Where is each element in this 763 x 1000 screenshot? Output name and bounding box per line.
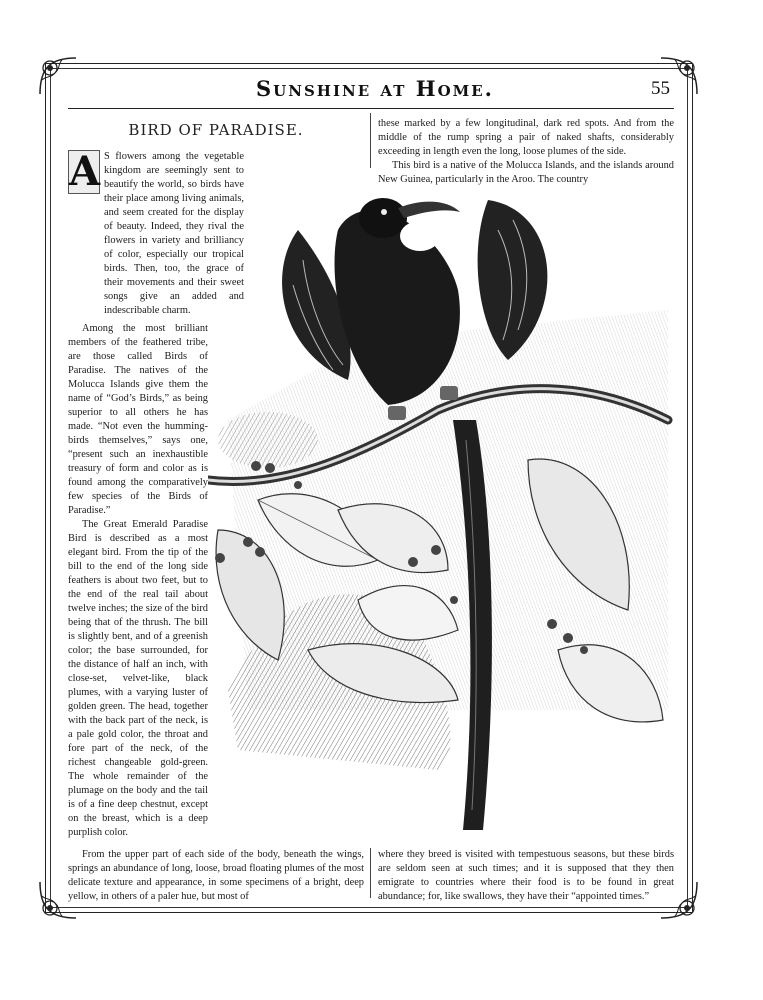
paragraph-4: these marked by a few longitudinal, dark red spots. And from the middle of the rump spring a pair of naked shafts, considerably exceeding in length even the long, loose plumes of the side. [378, 118, 674, 157]
column-divider-top [370, 113, 371, 168]
running-title: Sunshine at Home. [256, 76, 494, 101]
page-header [70, 76, 680, 104]
left-column-bottom [68, 848, 364, 904]
bird-of-paradise-illustration [208, 190, 678, 840]
paragraph-7: where they breed is visited with tempestuous seasons, but these birds are seldom seen at such times; and it is supposed that they then emigrate to countries where their food is to be found in great abundance; for, like swallows, they have their “appointed times.” [378, 849, 674, 902]
drop-cap-letter: A [69, 148, 101, 195]
paragraph-6: From the upper part of each side of the body, beneath the wings, springs an abundance of long, loose, broad floating plumes of the most delicate texture and appearance, in some specimens of a bright, deep yellow, in others of a paler hue, but most of [68, 849, 364, 902]
intro-text: S flowers among the vegetable kingdom are seemingly sent to beautify the world, so birds have their place among living animals, and seem created for the display of beauty. Indeed, they rival the flowers in variety and brilliancy of color, especially our tropical birds. Then, too, the grace of their movements and their sweet songs give an added and indescribable charm. [104, 151, 244, 316]
article-title: BIRD OF PARADISE. [128, 121, 304, 139]
header-rule [68, 108, 674, 109]
right-column-bottom [378, 848, 674, 904]
page-number: 55 [651, 78, 670, 99]
paragraph-3: The Great Emerald Paradise Bird is described as a most elegant bird. From the tip of the bill to the end of the long side feathers is about two feet, but to the end of the real tail about twelve inches; the size of the bird being that of the thrush. The bill is slightly bent, and of a greenish color; the base surrounded, for the distance of half an inch, with close-set, velvet-like, black plumes, with a varying luster of golden green. The head, together with the back part of the neck, is a pale gold color, the throat and fore part of the neck, of the richest changeable gold-green. The whole remainder of the plumage on the body and the tail is of a fine deep chestnut, except on the breast, which is a deep purplish color. [68, 519, 208, 838]
paragraph-2: Among the most brilliant members of the feathered tribe, are those called Birds of Paradise. The natives of the Molucca Islands give them the name of “God’s Birds,” as being superior to all others he has made. “Not even the humming-birds themselves,” says one, “present such an inexhaustible treasury of form and color as is found among the comparatively few species of the Birds of Paradise.” [68, 323, 208, 516]
column-divider-bottom [370, 848, 371, 898]
paragraph-5: This bird is a native of the Molucca Islands, and the islands around New Guinea, particularly in the Aroo. The country [378, 160, 674, 185]
right-column-top [378, 117, 674, 187]
